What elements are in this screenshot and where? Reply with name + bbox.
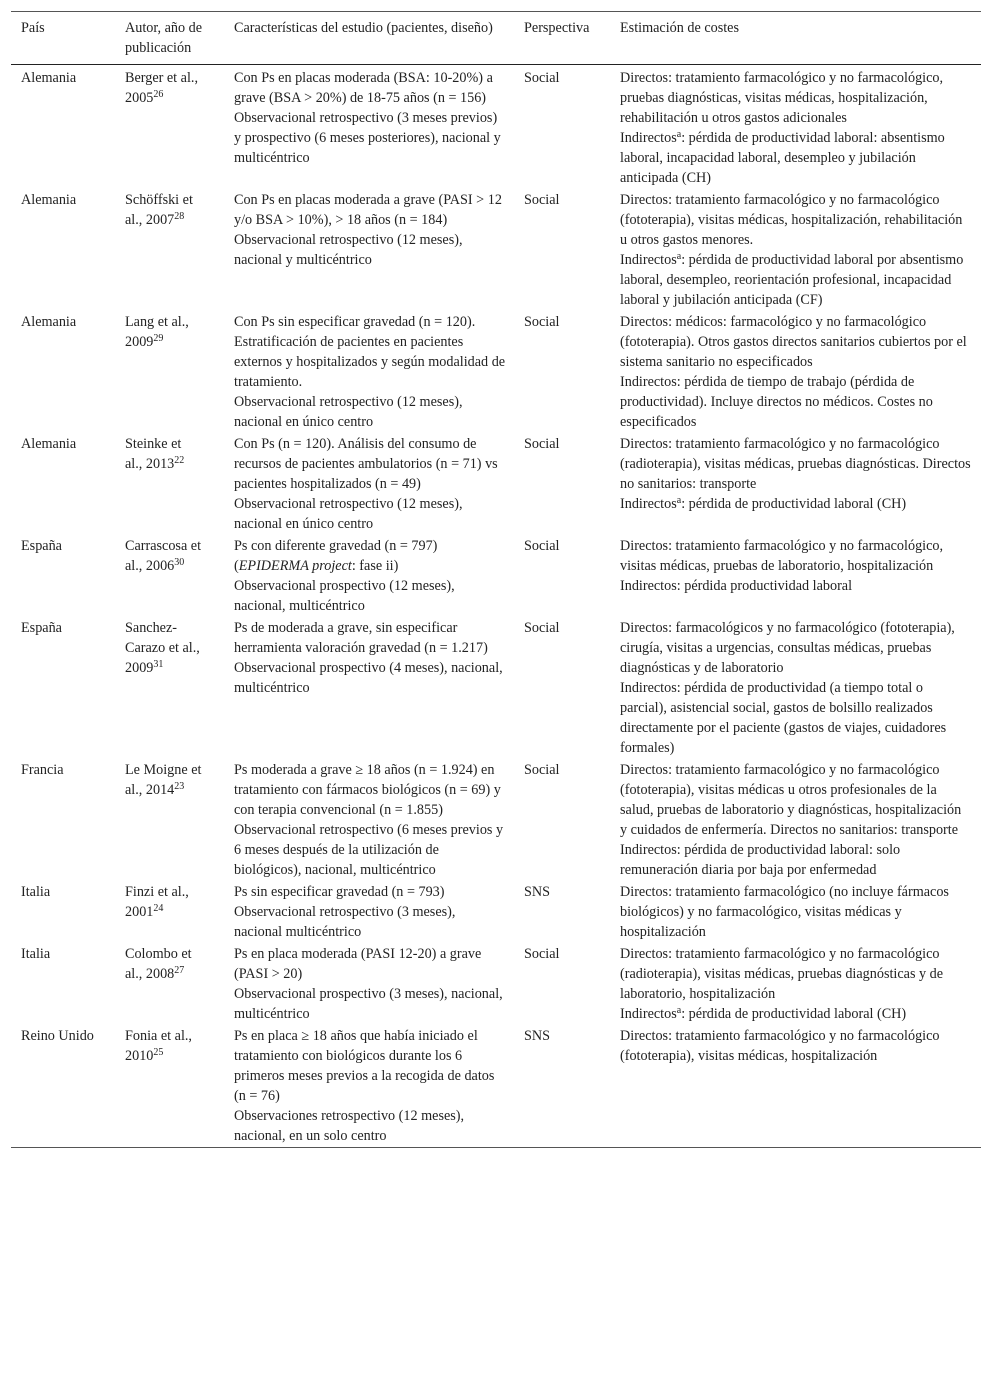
table-row (11, 65, 981, 190)
reference-number: 27 (174, 965, 185, 976)
indirect-costs (620, 494, 971, 514)
cell-costs (610, 1025, 981, 1148)
cell-study (224, 311, 514, 433)
indirect-text: : pérdida de productividad laboral (CH) (681, 496, 907, 512)
cell-perspective: Social (524, 620, 560, 636)
study-line: Observacional prospectivo (12 meses), nacional, multicéntrico (234, 578, 455, 614)
cell-author (115, 65, 224, 190)
cell-costs (610, 617, 981, 759)
cell-perspective: SNS (524, 884, 551, 900)
footnote-marker: a (676, 251, 682, 262)
indirect-label: Indirectos (620, 842, 677, 858)
cell-country: Alemania (21, 314, 77, 330)
table-container (11, 11, 981, 1148)
cell-study (224, 189, 514, 311)
direct-costs: Directos: farmacológicos y no farmacológico (fototerapia), cirugía, visitas a urgencias, consultas médicas, pruebas diagnósticas y de laboratorio (620, 620, 955, 676)
study-line: Ps de moderada a grave, sin especificar herramienta valoración gravedad (n = 1.217) (234, 620, 488, 656)
study-line: Observacional retrospectivo (3 meses), nacional multicéntrico (234, 904, 456, 940)
reference-number: 25 (153, 1047, 164, 1058)
author-text: Schöffski et al., 2007 (125, 192, 193, 228)
indirect-label: Indirectos (620, 252, 677, 268)
study-text: Ps con diferente gravedad (n = 797) ( (234, 538, 438, 574)
study-line: Con Ps sin especificar gravedad (n = 120). Estratificación de pacientes en pacientes externos y hospitalizados y según modalidad de tratamiento. (234, 314, 506, 390)
cell-costs (610, 65, 981, 190)
direct-costs: Directos: tratamiento farmacológico y no farmacológico (fototerapia), visitas médicas u otros profesionales de la salud, pruebas de laboratorio y diagnósticas, hospitalización y cuidados de enfermería. Directos no sanitarios: transporte (620, 762, 962, 838)
table-row (11, 617, 981, 759)
direct-costs: Directos: tratamiento farmacológico y no farmacológico, pruebas diagnósticas, visitas médicas, hospitalización, rehabilitación u otros gastos adicionales (620, 70, 944, 126)
cell-study (224, 1025, 514, 1148)
header-perspective: Perspectiva (514, 12, 610, 65)
cell-country: Italia (21, 946, 51, 962)
footnote-marker: a (676, 495, 682, 506)
cell-author (115, 1025, 224, 1148)
table-header (11, 12, 981, 65)
cell-author (115, 759, 224, 881)
author-text: Colombo et al., 2008 (125, 946, 192, 982)
cell-author (115, 617, 224, 759)
cell-country: Alemania (21, 192, 77, 208)
cell-country: Reino Unido (11, 1025, 115, 1148)
cell-author (115, 943, 224, 1025)
indirect-costs (620, 128, 971, 188)
cell-costs (610, 189, 981, 311)
table-row (11, 1025, 981, 1148)
author-text: Steinke et al., 2013 (125, 436, 182, 472)
cell-country: Francia (21, 762, 64, 778)
reference-number: 22 (174, 455, 185, 466)
cell-country: Alemania (21, 70, 77, 86)
study-line: Observacional retrospectivo (12 meses), nacional y multicéntrico (234, 232, 463, 268)
cost-studies-table (11, 11, 981, 1148)
indirect-costs (620, 250, 971, 310)
reference-number: 23 (174, 781, 185, 792)
direct-costs: Directos: tratamiento farmacológico y no farmacológico (fototerapia), visitas médicas, hospitalización (620, 1028, 940, 1064)
direct-costs: Directos: tratamiento farmacológico y no farmacológico, visitas médicas, pruebas de laboratorio, hospitalización (620, 538, 944, 574)
study-line: Ps sin especificar gravedad (n = 793) (234, 884, 445, 900)
cell-costs (610, 881, 981, 943)
indirect-text: : pérdida productividad laboral (676, 578, 853, 594)
study-line: Observacional retrospectivo (3 meses previos) y prospectivo (6 meses posteriores), nacional y multicéntrico (234, 110, 501, 166)
cell-perspective: Social (524, 946, 560, 962)
indirect-costs (620, 840, 971, 880)
direct-costs: Directos: tratamiento farmacológico y no farmacológico (radioterapia), visitas médicas, pruebas diagnósticas. Directos no sanitarios: transporte (620, 436, 971, 492)
indirect-text: : pérdida de productividad laboral: absentismo laboral, incapacidad laboral, desempleo y jubilación anticipada (CH) (620, 130, 945, 186)
cell-costs (610, 759, 981, 881)
cell-study (224, 617, 514, 759)
table-row (11, 535, 981, 617)
cell-study (224, 65, 514, 190)
study-text: : fase ii) (351, 558, 399, 574)
author-text: Fonia et al., 2010 (125, 1028, 192, 1064)
indirect-costs (620, 678, 971, 758)
author-text: Le Moigne et al., 2014 (125, 762, 202, 798)
table-row (11, 759, 981, 881)
study-line: Con Ps (n = 120). Análisis del consumo de recursos de pacientes ambulatorios (n = 71) vs pacientes hospitalizados (n = 49) (234, 436, 498, 492)
indirect-label: Indirectos (620, 130, 677, 146)
cell-perspective: SNS (514, 1025, 610, 1148)
study-line: Con Ps en placas moderada (BSA: 10-20%) a grave (BSA > 20%) de 18-75 años (n = 156) (234, 70, 493, 106)
cell-author (115, 535, 224, 617)
indirect-text: : pérdida de productividad (a tiempo total o parcial), asistencial social, gastos de bolsillo realizados directamente por el paciente (gastos de viajes, cuidadores formales) (620, 680, 947, 756)
study-project-name: EPIDERMA project (238, 558, 352, 574)
study-line: Observacional retrospectivo (12 meses), nacional en único centro (234, 496, 463, 532)
cell-author (115, 311, 224, 433)
indirect-text: : pérdida de productividad laboral: solo remuneración diaria por baja por enfermedad (620, 842, 901, 878)
cell-country: España (21, 620, 62, 636)
direct-costs: Directos: tratamiento farmacológico (no incluye fármacos biológicos) y no farmacológico, visitas médicas y hospitalización (620, 884, 949, 940)
indirect-label: Indirectos (620, 1006, 677, 1022)
study-line: Observacional prospectivo (4 meses), nacional, multicéntrico (234, 660, 503, 696)
cell-country: Alemania (21, 436, 77, 452)
table-row (11, 433, 981, 535)
study-line (234, 536, 506, 576)
cell-country: España (21, 538, 62, 554)
footnote-marker: a (676, 129, 682, 140)
header-country: País (11, 12, 115, 65)
study-line: Observacional retrospectivo (12 meses), nacional en único centro (234, 394, 463, 430)
direct-costs: Directos: tratamiento farmacológico y no farmacológico (fototerapia), visitas médicas, hospitalización, rehabilitación u otros gastos menores. (620, 192, 963, 248)
author-text: Carrascosa et al., 2006 (125, 538, 202, 574)
reference-number: 31 (153, 659, 164, 670)
author-text: Finzi et al., 2001 (125, 884, 189, 920)
cell-author (115, 189, 224, 311)
cell-perspective: Social (524, 192, 560, 208)
study-line: Ps en placa moderada (PASI 12-20) a grave (PASI > 20) (234, 946, 482, 982)
table-row (11, 881, 981, 943)
indirect-text: : pérdida de productividad laboral por absentismo laboral, desempleo, reorientación profesional, incapacidad laboral y jubilación anticipada (CF) (620, 252, 964, 308)
indirect-costs (620, 372, 971, 432)
cell-perspective: Social (524, 538, 560, 554)
cell-study (224, 433, 514, 535)
cell-costs (610, 535, 981, 617)
study-line: Ps en placa ≥ 18 años que había iniciado el tratamiento con biológicos durante los 6 primeros meses previos a la recogida de datos (n = 76) (234, 1028, 495, 1104)
indirect-label: Indirectos (620, 680, 677, 696)
table-row (11, 189, 981, 311)
cell-author (115, 433, 224, 535)
reference-number: 28 (174, 211, 185, 222)
cell-author (115, 881, 224, 943)
indirect-label: Indirectos (620, 374, 677, 390)
cell-country: Italia (21, 884, 51, 900)
table-body (11, 65, 981, 1148)
cell-study (224, 943, 514, 1025)
cell-perspective: Social (524, 762, 560, 778)
indirect-label: Indirectos (620, 578, 677, 594)
direct-costs: Directos: médicos: farmacológico y no farmacológico (fototerapia). Otros gastos directos sanitarios cubiertos por el sistema sanitario no especificados (620, 314, 967, 370)
study-line: Observaciones retrospectivo (12 meses), nacional, en un solo centro (234, 1108, 465, 1144)
table-row (11, 943, 981, 1025)
cell-perspective: Social (524, 70, 560, 86)
study-line: Observacional retrospectivo (6 meses previos y 6 meses después de la utilización de biológicos), nacional, multicéntrico (234, 822, 504, 878)
cell-study (224, 759, 514, 881)
indirect-costs (620, 1004, 971, 1024)
indirect-text: : pérdida de tiempo de trabajo (pérdida de productividad). Incluye directos no médicos. Costes no especificados (620, 374, 933, 430)
reference-number: 24 (153, 903, 164, 914)
cell-costs (610, 311, 981, 433)
reference-number: 30 (174, 557, 185, 568)
footnote-marker: a (676, 1005, 682, 1016)
cell-perspective: Social (524, 314, 560, 330)
header-author: Autor, año de publicación (115, 12, 224, 65)
direct-costs: Directos: tratamiento farmacológico y no farmacológico (radioterapia), visitas médicas, pruebas diagnósticas y de laboratorio, hospitalización (620, 946, 944, 1002)
indirect-costs (620, 576, 971, 596)
cell-study (224, 535, 514, 617)
study-line: Ps moderada a grave ≥ 18 años (n = 1.924) en tratamiento con fármacos biológicos (n = 69) y con terapia convencional (n = 1.855) (234, 762, 501, 818)
indirect-text: : pérdida de productividad laboral (CH) (681, 1006, 907, 1022)
author-text: Sanchez-Carazo et al., 2009 (125, 620, 200, 676)
study-line: Observacional prospectivo (3 meses), nacional, multicéntrico (234, 986, 503, 1022)
author-text: Berger et al., 2005 (125, 70, 199, 106)
header-study: Características del estudio (pacientes, diseño) (224, 12, 514, 65)
table-row (11, 311, 981, 433)
header-costs: Estimación de costes (610, 12, 981, 65)
cell-study (224, 881, 514, 943)
indirect-label: Indirectos (620, 496, 677, 512)
cell-perspective: Social (524, 436, 560, 452)
author-text: Lang et al., 2009 (125, 314, 189, 350)
study-line: Con Ps en placas moderada a grave (PASI > 12 y/o BSA > 10%), > 18 años (n = 184) (234, 192, 502, 228)
reference-number: 26 (153, 89, 164, 100)
reference-number: 29 (153, 333, 164, 344)
cell-costs (610, 943, 981, 1025)
cell-costs (610, 433, 981, 535)
